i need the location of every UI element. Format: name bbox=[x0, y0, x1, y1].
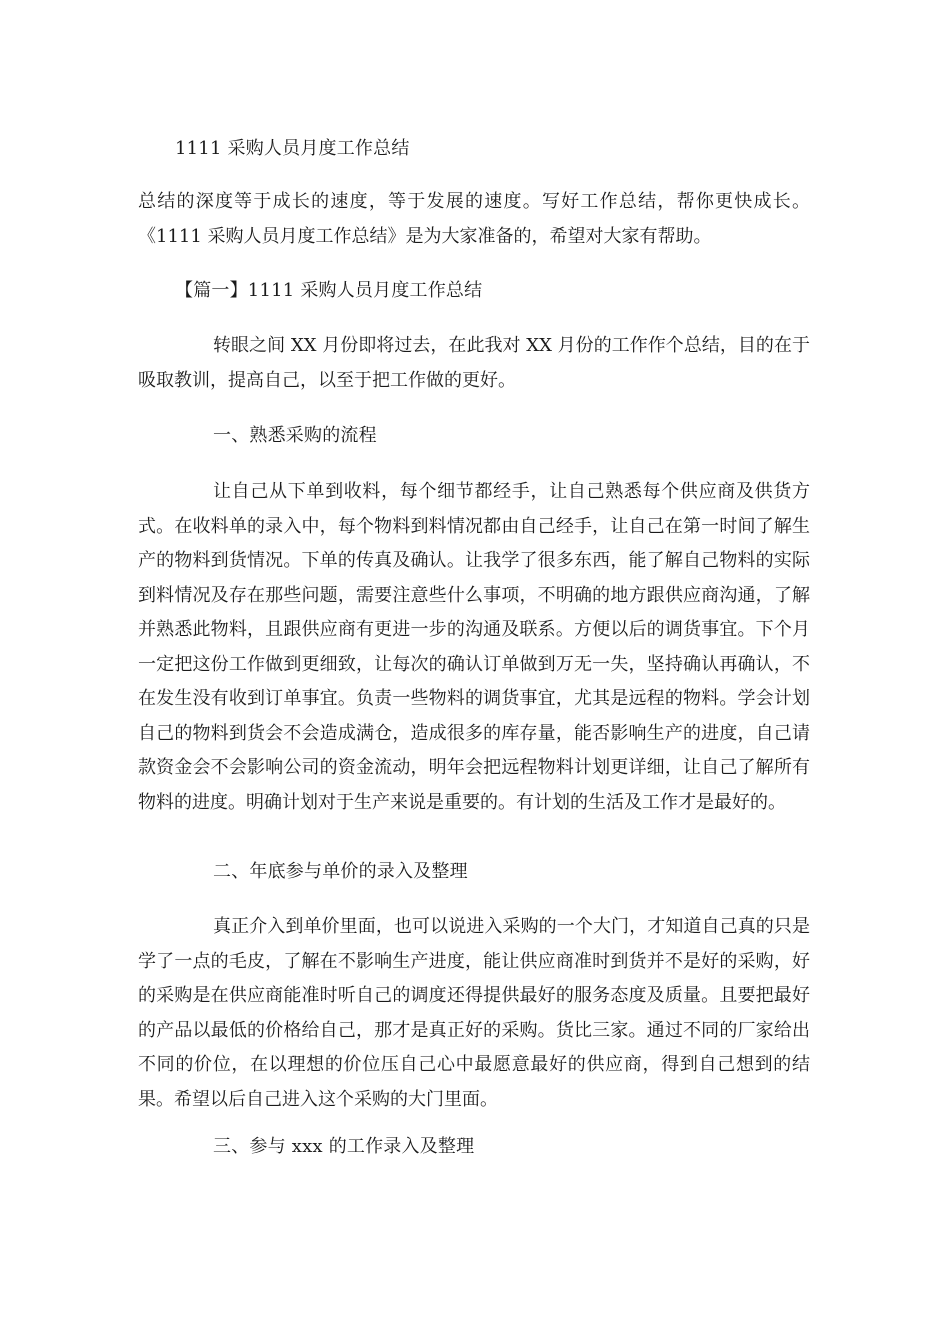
opening-paragraph: 转眼之间 XX 月份即将过去，在此我对 XX 月份的工作作个总结，目的在于吸取教训，提高自己，以至于把工作做的更好。 bbox=[138, 335, 810, 391]
section-heading-1: 一、熟悉采购的流程 bbox=[213, 425, 377, 446]
section-body-2: 真正介入到单价里面，也可以说进入采购的一个大门，才知道自己真的只是学了一点的毛皮，了解在不影响生产进度，能让供应商准时到货并不是好的采购，好的采购是在供应商能准时听自己的调度还得提供最好的服务态度及质量。且要把最好的产品以最低的价格给自己，那才是真正好的采购。货比三家。通过不同的厂家给出不同的价位，在以理想的价位压自己心中最愿意最好的供应商，得到自己想到的结果。希望以后自己进入这个采购的大门里面。 bbox=[138, 916, 810, 1110]
document-title: 1111 采购人员月度工作总结 bbox=[175, 138, 410, 159]
section-heading-2: 二、年底参与单价的录入及整理 bbox=[213, 861, 468, 882]
section-heading-3: 三、参与 xxx 的工作录入及整理 bbox=[213, 1136, 475, 1157]
intro-paragraph: 总结的深度等于成长的速度，等于发展的速度。写好工作总结，帮你更快成长。《1111 采购人员月度工作总结》是为大家准备的，希望对大家有帮助。 bbox=[138, 191, 810, 247]
section-body-1: 让自己从下单到收料，每个细节都经手，让自己熟悉每个供应商及供货方式。在收料单的录入中，每个物料到料情况都由自己经手，让自己在第一时间了解生产的物料到货情况。下单的传真及确认。让我学了很多东西，能了解自己物料的实际到料情况及存在那些问题，需要注意些什么事项，不明确的地方跟供应商沟通，了解并熟悉此物料，且跟供应商有更进一步的沟通及联系。方便以后的调货事宜。下个月一定把这份工作做到更细致，让每次的确认订单做到万无一失，坚持确认再确认，不在发生没有收到订单事宜。负责一些物料的调货事宜，尤其是远程的物料。学会计划自己的物料到货会不会造成满仓，造成很多的库存量，能否影响生产的进度，自己请款资金会不会影响公司的资金流动，明年会把远程物料计划更详细，让自己了解所有物料的进度。明确计划对于生产来说是重要的。有计划的生活及工作才是最好的。 bbox=[138, 481, 810, 813]
chapter-heading: 【篇一】1111 采购人员月度工作总结 bbox=[175, 280, 483, 301]
